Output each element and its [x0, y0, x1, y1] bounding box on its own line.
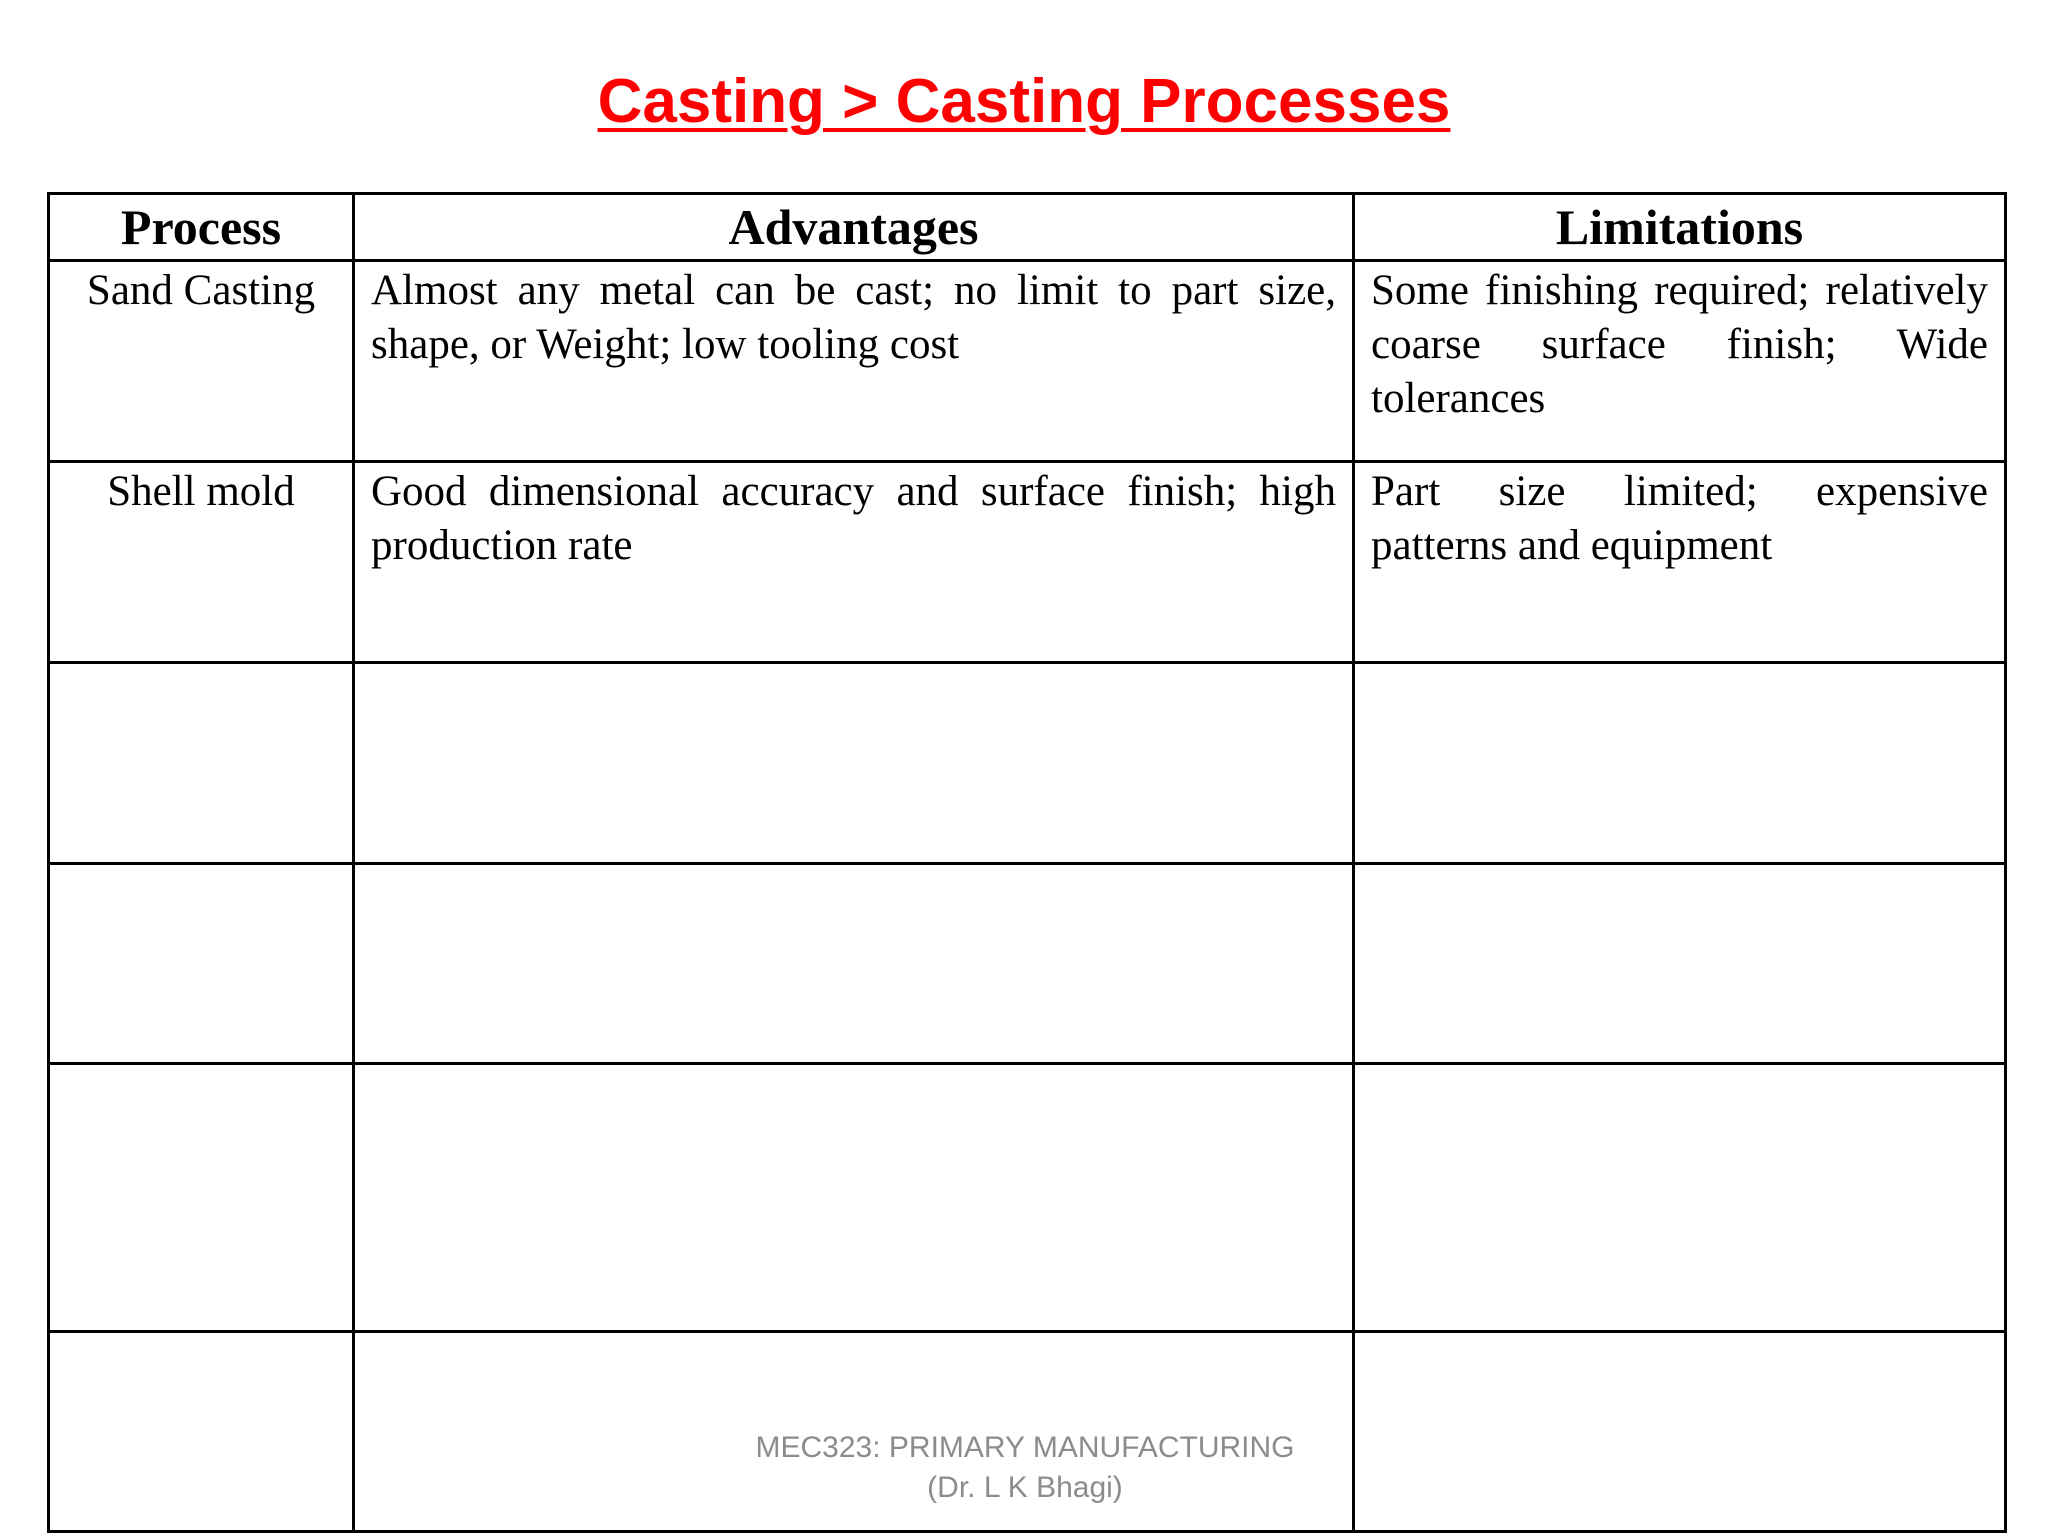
table-row-empty	[49, 1064, 2006, 1332]
empty-cell	[49, 663, 354, 864]
empty-cell	[354, 1064, 1354, 1332]
header-process: Process	[49, 194, 354, 261]
empty-cell	[1354, 1064, 2006, 1332]
process-cell: Shell mold	[49, 462, 354, 663]
table-row	[49, 261, 2006, 462]
table-row-empty	[49, 864, 2006, 1064]
slide-title-text: Casting > Casting Processes	[597, 67, 1451, 136]
header-limitations: Limitations	[1354, 194, 2006, 261]
limitations-cell: Some finishing required; relatively coarse surface finish; Wide tolerances	[1354, 261, 2006, 462]
slide-title	[0, 62, 2048, 142]
advantages-cell: Almost any metal can be cast; no limit to part size, shape, or Weight; low tooling cost	[354, 261, 1354, 462]
slide-footer	[700, 1428, 1350, 1508]
empty-cell	[1354, 864, 2006, 1064]
footer-course: MEC323: PRIMARY MANUFACTURING	[755, 1431, 1295, 1464]
limitations-cell: Part size limited; expensive patterns and equipment	[1354, 462, 2006, 663]
empty-cell	[1354, 1332, 2006, 1532]
table-header-row	[49, 194, 2006, 261]
header-advantages: Advantages	[354, 194, 1354, 261]
empty-cell	[1354, 663, 2006, 864]
empty-cell	[354, 663, 1354, 864]
empty-cell	[49, 1332, 354, 1532]
table-row	[49, 462, 2006, 663]
empty-cell	[49, 864, 354, 1064]
empty-cell	[354, 864, 1354, 1064]
empty-cell	[49, 1064, 354, 1332]
process-cell: Sand Casting	[49, 261, 354, 462]
table-row-empty	[49, 663, 2006, 864]
casting-processes-table	[47, 192, 2007, 1533]
footer-author: (Dr. L K Bhagi)	[927, 1471, 1123, 1504]
advantages-cell: Good dimensional accuracy and surface finish; high production rate	[354, 462, 1354, 663]
